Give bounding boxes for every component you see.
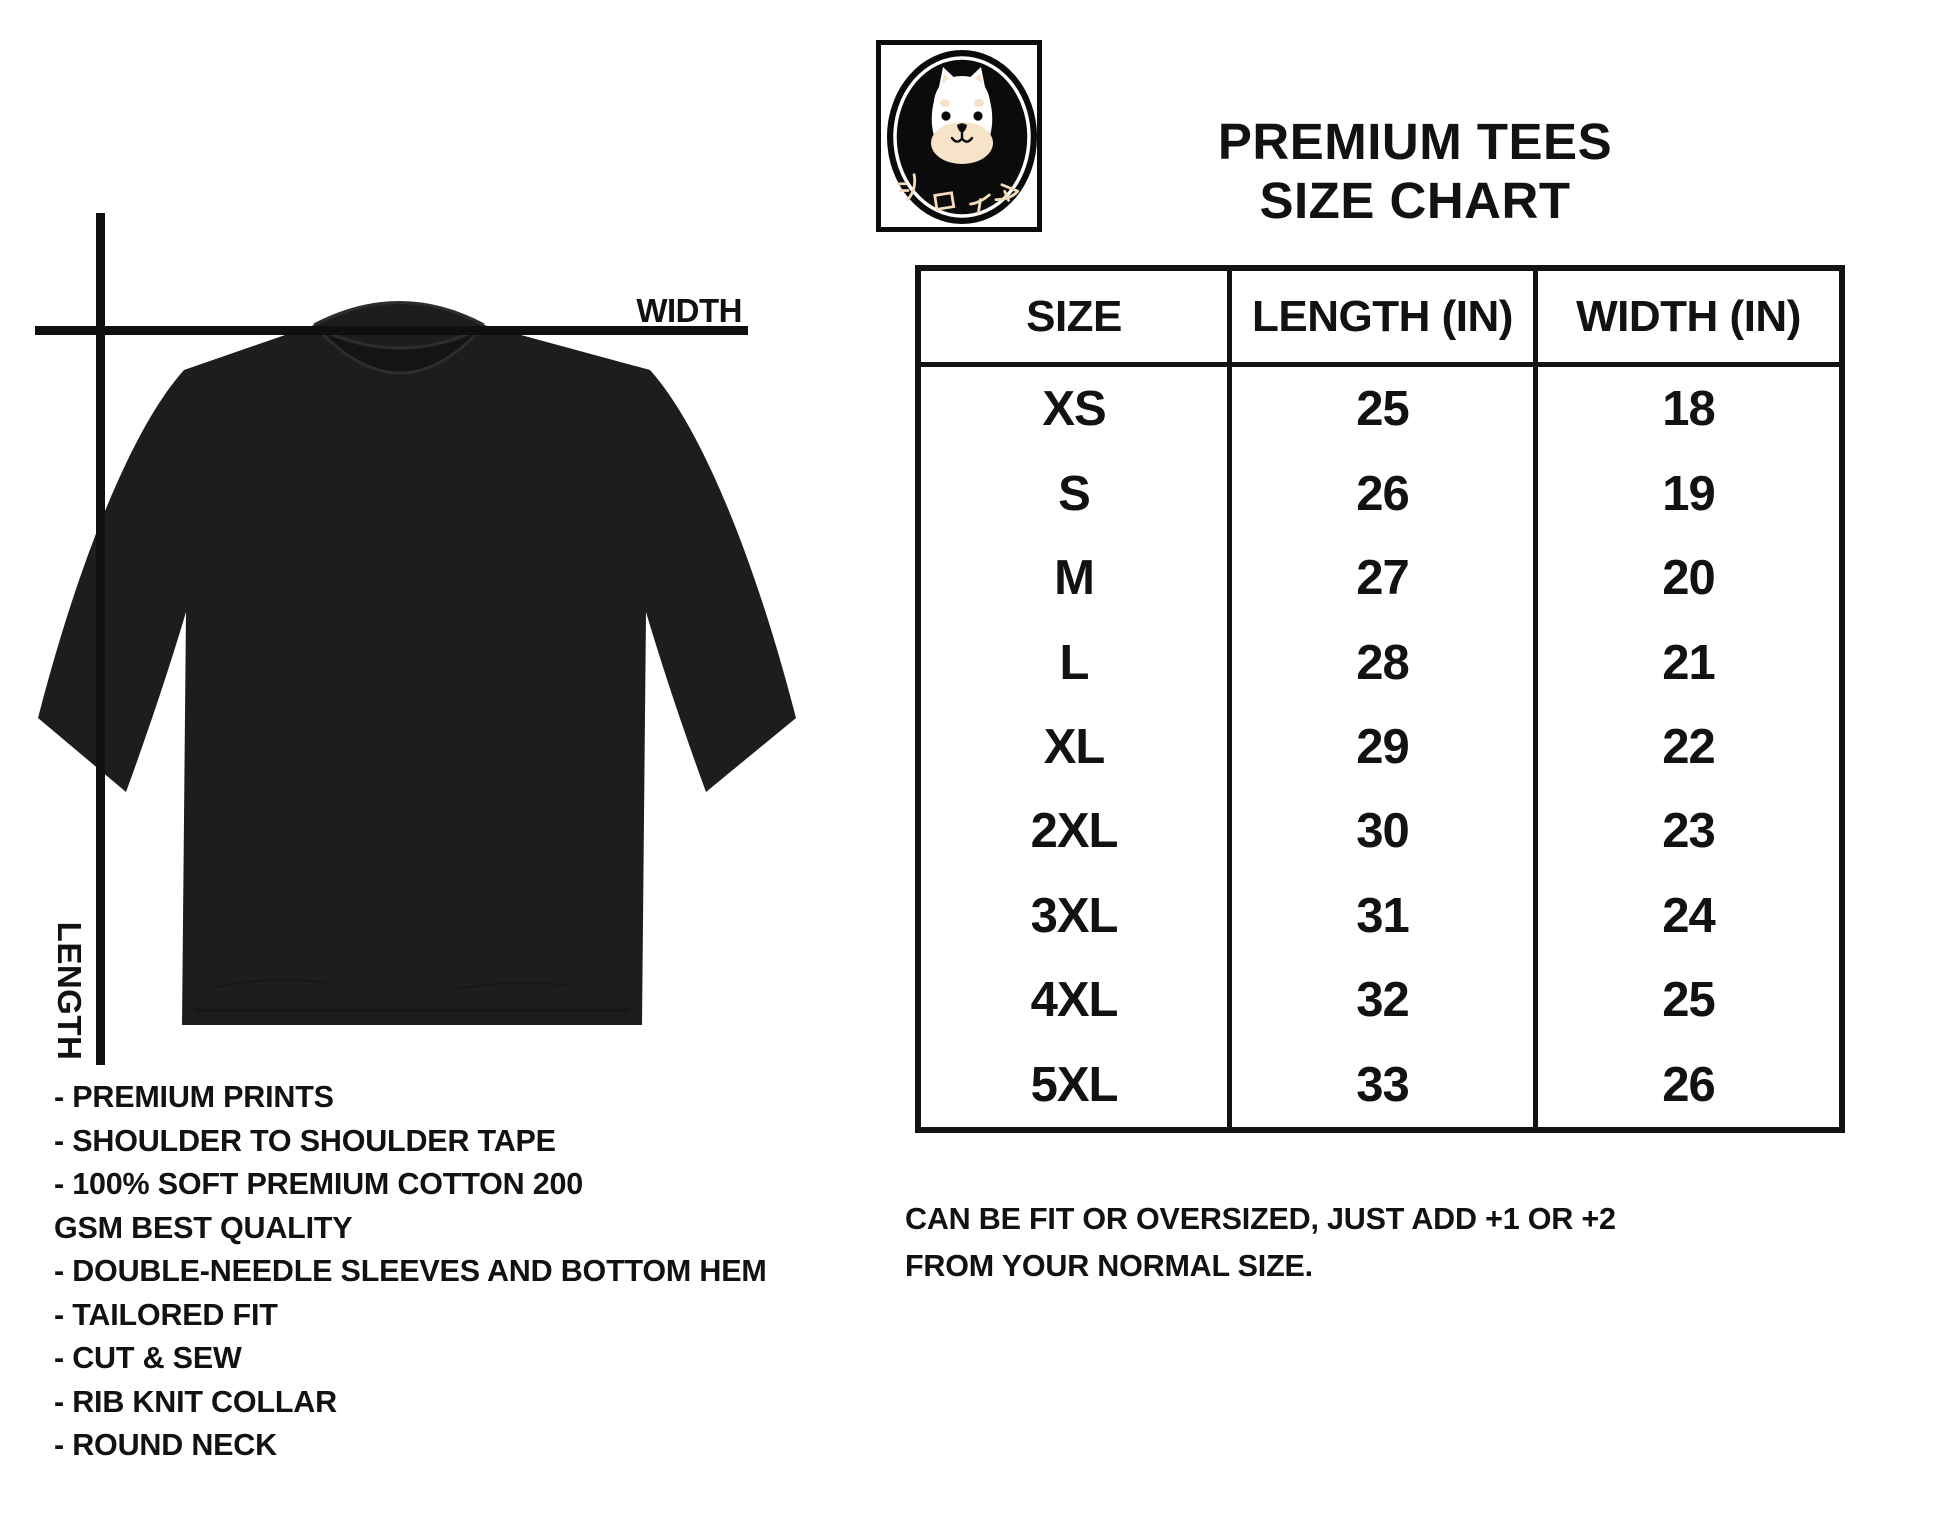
size-table <box>915 265 1845 1133</box>
size-cell: L <box>1059 635 1089 690</box>
width-cell: 21 <box>1533 620 1839 704</box>
col-header-size: SIZE <box>921 271 1227 367</box>
width-cell: 18 <box>1533 367 1839 451</box>
feature-item: - DOUBLE-NEEDLE SLEEVES AND BOTTOM HEM <box>54 1254 767 1288</box>
size-cell: 4XL <box>1030 973 1118 1028</box>
length-cell: 30 <box>1227 789 1533 873</box>
size-cell: XS <box>1042 382 1106 437</box>
length-cell: 29 <box>1227 705 1533 789</box>
length-cell: 27 <box>1227 536 1533 620</box>
width-cell: 26 <box>1533 1043 1839 1127</box>
fit-note <box>905 1196 1616 1289</box>
size-cell: 2XL <box>1030 804 1118 859</box>
feature-item: - 100% SOFT PREMIUM COTTON 200 <box>54 1167 583 1201</box>
fit-note-line-1: CAN BE FIT OR OVERSIZED, JUST ADD +1 OR +2 <box>905 1202 1616 1236</box>
feature-item: - ROUND NECK <box>54 1428 277 1462</box>
width-cell: 23 <box>1533 789 1839 873</box>
col-header-length: LENGTH (IN) <box>1227 271 1533 367</box>
width-cell: 20 <box>1533 536 1839 620</box>
length-cell: 28 <box>1227 620 1533 704</box>
length-cell: 25 <box>1227 367 1533 451</box>
feature-list <box>54 1076 767 1468</box>
width-label: WIDTH <box>636 292 742 329</box>
fit-note-line-2: FROM YOUR NORMAL SIZE. <box>905 1248 1313 1283</box>
feature-item: - PREMIUM PRINTS <box>54 1080 334 1114</box>
size-cell: M <box>1054 551 1094 606</box>
dog-face-icon <box>931 67 993 164</box>
length-cell: 31 <box>1227 874 1533 958</box>
length-cell: 32 <box>1227 958 1533 1042</box>
length-measure-line <box>96 213 105 1065</box>
brand-logo <box>876 40 1042 232</box>
title-line-1: PREMIUM TEES <box>1217 113 1613 170</box>
width-cell: 19 <box>1533 451 1839 535</box>
length-label: LENGTH <box>51 921 88 1061</box>
feature-item-wrap: GSM BEST QUALITY <box>54 1210 353 1245</box>
tshirt-silhouette <box>38 303 796 1026</box>
feature-item: - SHOULDER TO SHOULDER TAPE <box>54 1123 556 1158</box>
length-cell: 33 <box>1227 1043 1533 1127</box>
page-title <box>1165 112 1665 230</box>
width-cell: 22 <box>1533 705 1839 789</box>
feature-item: - CUT & SEW <box>54 1341 242 1375</box>
width-cell: 24 <box>1533 874 1839 958</box>
feature-item: - TAILORED FIT <box>54 1297 278 1332</box>
width-cell: 25 <box>1533 958 1839 1042</box>
size-cell: 3XL <box>1030 888 1118 943</box>
title-line-2: SIZE CHART <box>1259 172 1571 229</box>
feature-item: - RIB KNIT COLLAR <box>54 1384 337 1419</box>
length-cell: 26 <box>1227 451 1533 535</box>
size-cell: XL <box>1043 719 1105 774</box>
tshirt-graphic <box>32 270 804 1040</box>
size-cell: S <box>1058 466 1090 521</box>
col-header-width: WIDTH (IN) <box>1533 271 1839 367</box>
dog-logo-icon <box>879 43 1045 235</box>
size-cell: 5XL <box>1030 1057 1118 1112</box>
